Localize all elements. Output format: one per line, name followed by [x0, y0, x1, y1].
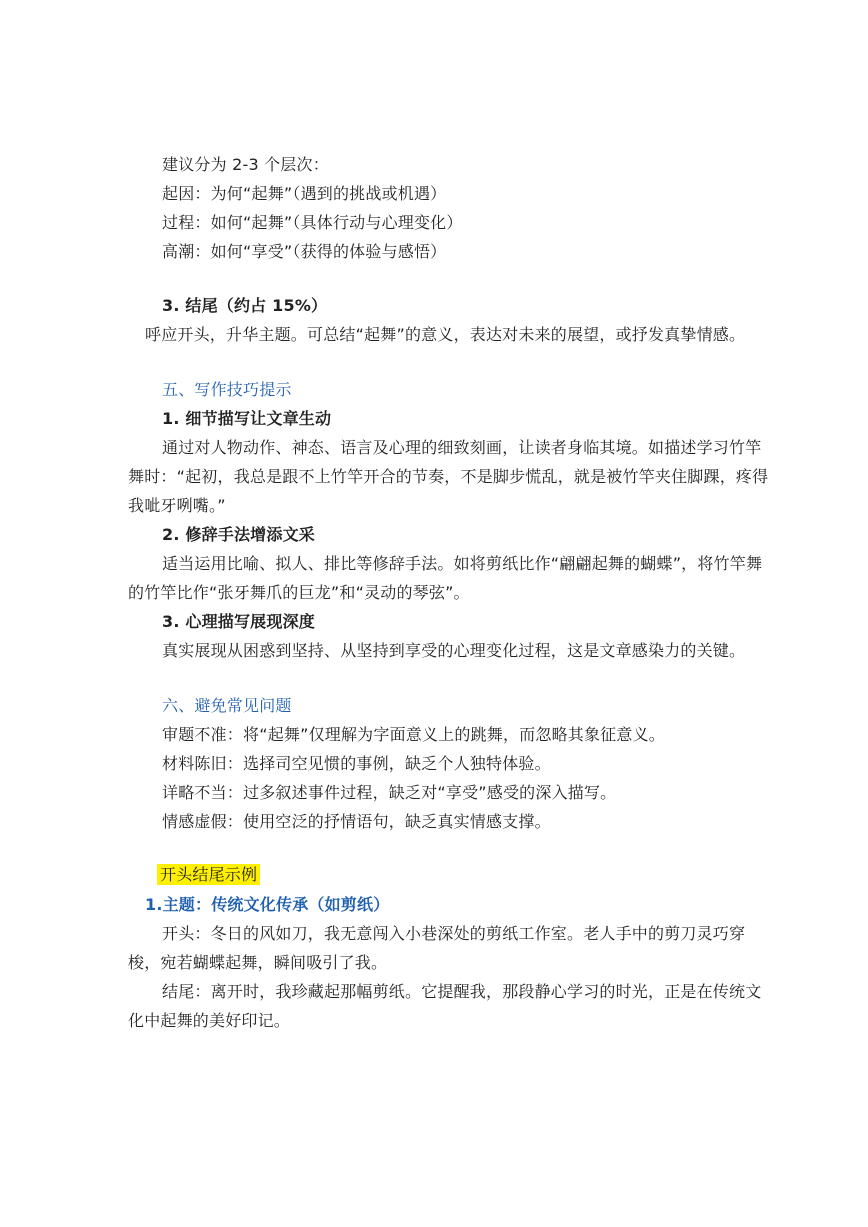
avoid-item: 详略不当：过多叙述事件过程，缺乏对“享受”感受的深入描写。 [162, 783, 617, 802]
avoid-item: 审题不准：将“起舞”仅理解为字面意义上的跳舞，而忽略其象征意义。 [162, 725, 665, 744]
ending-heading: 3. 结尾（约占 15%） [162, 296, 328, 315]
example-opening: 梭，宛若蝴蝶起舞，瞬间吸引了我。 [128, 953, 388, 972]
tip-text: 的竹竿比作“张牙舞爪的巨龙”和“灵动的琴弦”。 [128, 583, 470, 602]
layers-intro: 建议分为 2-3 个层次： [162, 155, 329, 174]
example-title: 1.主题：传统文化传承（如剪纸） [145, 895, 390, 914]
tip-text: 我呲牙咧嘴。” [128, 496, 226, 515]
layer-item: 高潮：如何“享受”（获得的体验与感悟） [162, 242, 447, 261]
ending-text: 呼应开头，升华主题。可总结“起舞”的意义，表达对未来的展望，或抒发真挚情感。 [145, 325, 746, 344]
example-opening: 开头：冬日的风如刀，我无意闯入小巷深处的剪纸工作室。老人手中的剪刀灵巧穿 [162, 924, 746, 943]
tip-text: 真实展现从困惑到坚持、从坚持到享受的心理变化过程，这是文章感染力的关键。 [162, 641, 746, 660]
examples-heading [157, 865, 260, 885]
avoid-item: 情感虚假：使用空泛的抒情语句，缺乏真实情感支撑。 [162, 812, 551, 831]
section-heading-tips: 五、写作技巧提示 [162, 380, 292, 399]
layer-item: 起因：为何“起舞”（遇到的挑战或机遇） [162, 184, 447, 203]
example-ending: 化中起舞的美好印记。 [128, 1011, 291, 1030]
avoid-item: 材料陈旧：选择司空见惯的事例，缺乏个人独特体验。 [162, 754, 551, 773]
highlighted-heading: 开头结尾示例 [157, 864, 260, 885]
tip-text: 舞时：“起初，我总是跟不上竹竿开合的节奏，不是脚步慌乱，就是被竹竿夹住脚踝，疼得 [128, 467, 769, 486]
layer-item: 过程：如何“起舞”（具体行动与心理变化） [162, 213, 463, 232]
tip-text: 适当运用比喻、拟人、排比等修辞手法。如将剪纸比作“翩翩起舞的蝴蝶”，将竹竿舞 [162, 554, 763, 573]
tip-title: 1. 细节描写让文章生动 [162, 409, 332, 428]
tip-text: 通过对人物动作、神态、语言及心理的细致刻画，让读者身临其境。如描述学习竹竿 [162, 438, 762, 457]
tip-title: 3. 心理描写展现深度 [162, 612, 315, 631]
section-heading-avoid: 六、避免常见问题 [162, 696, 292, 715]
example-ending: 结尾：离开时，我珍藏起那幅剪纸。它提醒我，那段静心学习的时光，正是在传统文 [162, 982, 762, 1001]
tip-title: 2. 修辞手法增添文采 [162, 525, 315, 544]
